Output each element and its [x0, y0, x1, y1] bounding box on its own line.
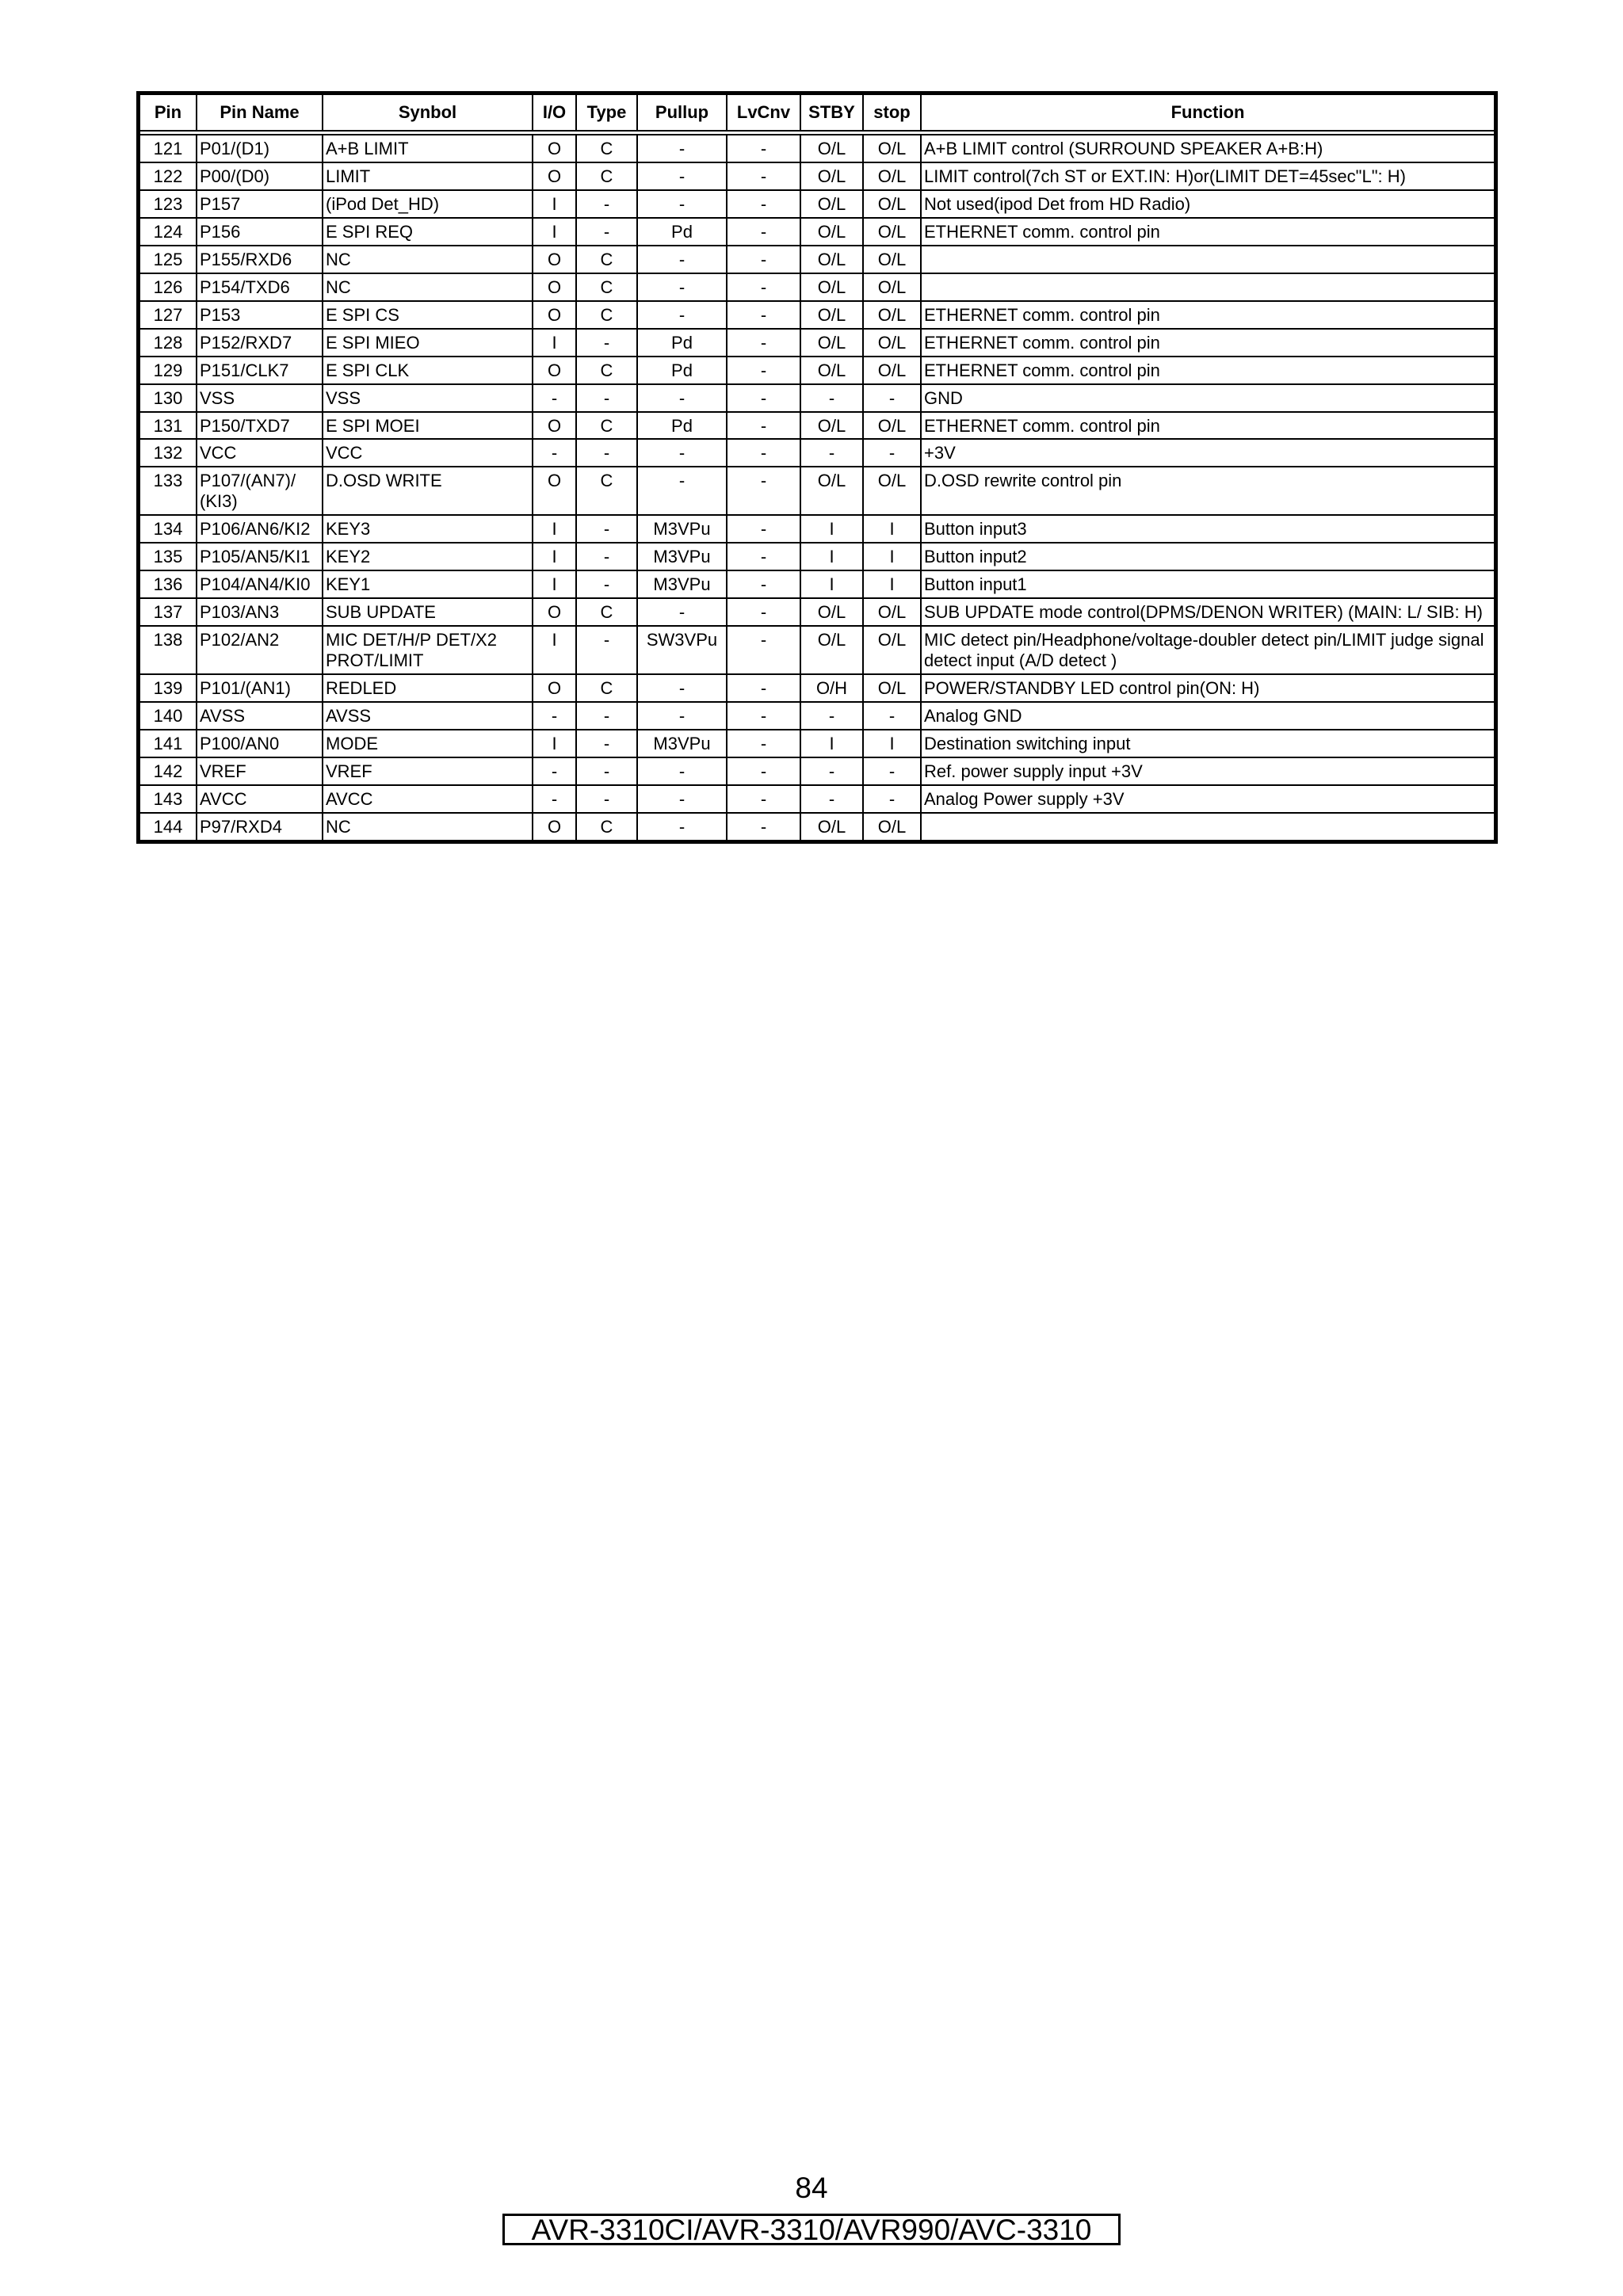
io-cell: - [533, 785, 576, 813]
pullup-cell: - [637, 246, 727, 273]
pin-name-cell: P102/AN2 [197, 626, 323, 674]
io-cell: O [533, 133, 576, 162]
stop-cell: O/L [863, 190, 921, 218]
type-cell: C [576, 133, 637, 162]
col-header-stop: stop [863, 95, 921, 133]
pin-name-cell: P100/AN0 [197, 730, 323, 757]
pin-name-cell: P103/AN3 [197, 598, 323, 626]
pin-cell: 140 [140, 702, 197, 730]
symbol-cell: NC [323, 246, 533, 273]
table-row [140, 301, 1494, 329]
function-cell: Analog GND [921, 702, 1494, 730]
lvcnv-cell: - [727, 329, 800, 357]
function-cell: ETHERNET comm. control pin [921, 329, 1494, 357]
pin-name-cell: P157 [197, 190, 323, 218]
io-cell: O [533, 357, 576, 384]
pin-cell: 123 [140, 190, 197, 218]
stby-cell: - [800, 757, 863, 785]
stop-cell: I [863, 570, 921, 598]
pin-name-cell: P97/RXD4 [197, 813, 323, 840]
io-cell: - [533, 439, 576, 467]
pin-cell: 141 [140, 730, 197, 757]
pin-name-cell: P106/AN6/KI2 [197, 515, 323, 543]
stop-cell: O/L [863, 133, 921, 162]
stby-cell: O/L [800, 273, 863, 301]
pullup-cell: M3VPu [637, 515, 727, 543]
type-cell: C [576, 301, 637, 329]
io-cell: I [533, 730, 576, 757]
pin-cell: 121 [140, 133, 197, 162]
table-row [140, 467, 1494, 515]
symbol-cell: KEY2 [323, 543, 533, 570]
symbol-cell: NC [323, 273, 533, 301]
stby-cell: O/L [800, 467, 863, 515]
function-cell: ETHERNET comm. control pin [921, 357, 1494, 384]
stop-cell: O/L [863, 162, 921, 190]
function-cell: A+B LIMIT control (SURROUND SPEAKER A+B:H) [921, 133, 1494, 162]
lvcnv-cell: - [727, 301, 800, 329]
type-cell: - [576, 626, 637, 674]
lvcnv-cell: - [727, 218, 800, 246]
pin-cell: 143 [140, 785, 197, 813]
col-header-function: Function [921, 95, 1494, 133]
symbol-cell: E SPI REQ [323, 218, 533, 246]
pullup-cell: - [637, 598, 727, 626]
pin-name-cell: P150/TXD7 [197, 412, 323, 440]
function-cell: Not used(ipod Det from HD Radio) [921, 190, 1494, 218]
function-cell: D.OSD rewrite control pin [921, 467, 1494, 515]
type-cell: - [576, 190, 637, 218]
header-row [140, 95, 1494, 133]
stop-cell: I [863, 515, 921, 543]
lvcnv-cell: - [727, 412, 800, 440]
io-cell: I [533, 515, 576, 543]
pin-cell: 122 [140, 162, 197, 190]
pin-name-cell: VCC [197, 439, 323, 467]
function-cell: GND [921, 384, 1494, 412]
pin-name-cell: P151/CLK7 [197, 357, 323, 384]
stop-cell: O/L [863, 273, 921, 301]
symbol-cell: E SPI CLK [323, 357, 533, 384]
table-row [140, 598, 1494, 626]
pin-cell: 133 [140, 467, 197, 515]
function-cell: Destination switching input [921, 730, 1494, 757]
table-row [140, 273, 1494, 301]
stop-cell: I [863, 543, 921, 570]
stby-cell: O/L [800, 246, 863, 273]
pin-cell: 139 [140, 674, 197, 702]
symbol-cell: MODE [323, 730, 533, 757]
function-cell: ETHERNET comm. control pin [921, 301, 1494, 329]
type-cell: - [576, 329, 637, 357]
lvcnv-cell: - [727, 162, 800, 190]
function-cell: MIC detect pin/Headphone/voltage-doubler detect pin/LIMIT judge signal detect input (A/D detect ) [921, 626, 1494, 674]
io-cell: I [533, 570, 576, 598]
col-header-symbol: Synbol [323, 95, 533, 133]
pin-name-cell: P152/RXD7 [197, 329, 323, 357]
model-name-box: AVR-3310CI/AVR-3310/AVR990/AVC-3310 [502, 2214, 1121, 2245]
io-cell: - [533, 757, 576, 785]
stop-cell: O/L [863, 674, 921, 702]
stby-cell: - [800, 384, 863, 412]
symbol-cell: VCC [323, 439, 533, 467]
table-row [140, 190, 1494, 218]
symbol-cell: KEY3 [323, 515, 533, 543]
symbol-cell: SUB UPDATE [323, 598, 533, 626]
table-row [140, 785, 1494, 813]
pin-cell: 124 [140, 218, 197, 246]
stby-cell: - [800, 785, 863, 813]
lvcnv-cell: - [727, 543, 800, 570]
stby-cell: O/L [800, 190, 863, 218]
io-cell: O [533, 674, 576, 702]
io-cell: I [533, 329, 576, 357]
function-cell: +3V [921, 439, 1494, 467]
pin-table-frame [136, 91, 1498, 844]
symbol-cell: A+B LIMIT [323, 133, 533, 162]
pin-name-cell: VREF [197, 757, 323, 785]
symbol-cell: AVCC [323, 785, 533, 813]
table-row [140, 357, 1494, 384]
table-row [140, 515, 1494, 543]
io-cell: I [533, 190, 576, 218]
table-row [140, 813, 1494, 840]
io-cell: - [533, 702, 576, 730]
col-header-pin-name: Pin Name [197, 95, 323, 133]
symbol-cell: KEY1 [323, 570, 533, 598]
lvcnv-cell: - [727, 598, 800, 626]
type-cell: C [576, 357, 637, 384]
stby-cell: O/L [800, 598, 863, 626]
lvcnv-cell: - [727, 570, 800, 598]
function-cell: ETHERNET comm. control pin [921, 218, 1494, 246]
pullup-cell: - [637, 384, 727, 412]
stby-cell: O/L [800, 133, 863, 162]
pin-cell: 142 [140, 757, 197, 785]
function-cell [921, 813, 1494, 840]
table-row [140, 246, 1494, 273]
pullup-cell: Pd [637, 329, 727, 357]
symbol-cell: (iPod Det_HD) [323, 190, 533, 218]
lvcnv-cell: - [727, 246, 800, 273]
stby-cell: O/L [800, 218, 863, 246]
pullup-cell: - [637, 133, 727, 162]
pin-name-cell: P154/TXD6 [197, 273, 323, 301]
io-cell: O [533, 301, 576, 329]
pin-cell: 134 [140, 515, 197, 543]
page-number: 84 [795, 2172, 828, 2204]
lvcnv-cell: - [727, 702, 800, 730]
pullup-cell: - [637, 439, 727, 467]
symbol-cell: D.OSD WRITE [323, 467, 533, 515]
pin-table-body [140, 133, 1494, 840]
io-cell: I [533, 218, 576, 246]
pullup-cell: M3VPu [637, 543, 727, 570]
pullup-cell: - [637, 190, 727, 218]
pin-name-cell: P01/(D1) [197, 133, 323, 162]
table-row [140, 757, 1494, 785]
table-row [140, 384, 1494, 412]
symbol-cell: NC [323, 813, 533, 840]
type-cell: - [576, 785, 637, 813]
col-header-type: Type [576, 95, 637, 133]
type-cell: C [576, 598, 637, 626]
type-cell: - [576, 757, 637, 785]
type-cell: - [576, 570, 637, 598]
stby-cell: I [800, 730, 863, 757]
table-row [140, 570, 1494, 598]
col-header-io: I/O [533, 95, 576, 133]
symbol-cell: E SPI CS [323, 301, 533, 329]
symbol-cell: MIC DET/H/P DET/X2 PROT/LIMIT [323, 626, 533, 674]
type-cell: - [576, 515, 637, 543]
symbol-cell: E SPI MIEO [323, 329, 533, 357]
stby-cell: O/H [800, 674, 863, 702]
pin-cell: 125 [140, 246, 197, 273]
pin-table [140, 95, 1494, 840]
symbol-cell: VSS [323, 384, 533, 412]
function-cell: Button input1 [921, 570, 1494, 598]
lvcnv-cell: - [727, 133, 800, 162]
io-cell: O [533, 598, 576, 626]
pullup-cell: - [637, 301, 727, 329]
type-cell: - [576, 439, 637, 467]
stop-cell: O/L [863, 467, 921, 515]
symbol-cell: VREF [323, 757, 533, 785]
pin-name-cell: P156 [197, 218, 323, 246]
col-header-pin: Pin [140, 95, 197, 133]
type-cell: C [576, 273, 637, 301]
stby-cell: O/L [800, 813, 863, 840]
stby-cell: O/L [800, 412, 863, 440]
pin-name-cell: AVCC [197, 785, 323, 813]
lvcnv-cell: - [727, 439, 800, 467]
io-cell: O [533, 246, 576, 273]
pullup-cell: - [637, 813, 727, 840]
table-row [140, 543, 1494, 570]
pin-cell: 129 [140, 357, 197, 384]
lvcnv-cell: - [727, 730, 800, 757]
pin-name-cell: P00/(D0) [197, 162, 323, 190]
io-cell: O [533, 273, 576, 301]
pin-cell: 130 [140, 384, 197, 412]
pin-name-cell: P104/AN4/KI0 [197, 570, 323, 598]
stop-cell: I [863, 730, 921, 757]
function-cell: SUB UPDATE mode control(DPMS/DENON WRITER) (MAIN: L/ SIB: H) [921, 598, 1494, 626]
io-cell: O [533, 467, 576, 515]
pullup-cell: Pd [637, 357, 727, 384]
io-cell: I [533, 543, 576, 570]
col-header-pullup: Pullup [637, 95, 727, 133]
symbol-cell: REDLED [323, 674, 533, 702]
lvcnv-cell: - [727, 757, 800, 785]
table-row [140, 218, 1494, 246]
pullup-cell: Pd [637, 412, 727, 440]
function-cell: LIMIT control(7ch ST or EXT.IN: H)or(LIMIT DET=45sec"L": H) [921, 162, 1494, 190]
io-cell: - [533, 384, 576, 412]
pin-cell: 137 [140, 598, 197, 626]
pin-cell: 138 [140, 626, 197, 674]
lvcnv-cell: - [727, 357, 800, 384]
io-cell: I [533, 626, 576, 674]
table-row [140, 162, 1494, 190]
stop-cell: O/L [863, 598, 921, 626]
stop-cell: O/L [863, 357, 921, 384]
stop-cell: O/L [863, 329, 921, 357]
pullup-cell: M3VPu [637, 730, 727, 757]
stop-cell: O/L [863, 246, 921, 273]
stby-cell: O/L [800, 329, 863, 357]
table-row [140, 439, 1494, 467]
stby-cell: I [800, 515, 863, 543]
stby-cell: - [800, 439, 863, 467]
pullup-cell: - [637, 273, 727, 301]
col-header-stby: STBY [800, 95, 863, 133]
stop-cell: - [863, 785, 921, 813]
type-cell: C [576, 674, 637, 702]
pin-name-cell: P101/(AN1) [197, 674, 323, 702]
pullup-cell: Pd [637, 218, 727, 246]
stby-cell: O/L [800, 162, 863, 190]
col-header-lvcnv: LvCnv [727, 95, 800, 133]
pin-cell: 132 [140, 439, 197, 467]
table-row [140, 730, 1494, 757]
stby-cell: O/L [800, 626, 863, 674]
pullup-cell: M3VPu [637, 570, 727, 598]
table-row [140, 412, 1494, 440]
type-cell: C [576, 162, 637, 190]
type-cell: - [576, 218, 637, 246]
symbol-cell: E SPI MOEI [323, 412, 533, 440]
pin-name-cell: P155/RXD6 [197, 246, 323, 273]
pullup-cell: - [637, 702, 727, 730]
pullup-cell: - [637, 757, 727, 785]
lvcnv-cell: - [727, 813, 800, 840]
stop-cell: - [863, 439, 921, 467]
pin-name-cell: P105/AN5/KI1 [197, 543, 323, 570]
stop-cell: O/L [863, 218, 921, 246]
type-cell: C [576, 813, 637, 840]
pin-cell: 144 [140, 813, 197, 840]
stby-cell: I [800, 543, 863, 570]
pullup-cell: - [637, 674, 727, 702]
function-cell: Ref. power supply input +3V [921, 757, 1494, 785]
type-cell: - [576, 702, 637, 730]
type-cell: C [576, 412, 637, 440]
pin-name-cell: P107/(AN7)/ (KI3) [197, 467, 323, 515]
table-row [140, 329, 1494, 357]
pin-cell: 126 [140, 273, 197, 301]
function-cell [921, 273, 1494, 301]
pullup-cell: SW3VPu [637, 626, 727, 674]
lvcnv-cell: - [727, 515, 800, 543]
io-cell: O [533, 813, 576, 840]
lvcnv-cell: - [727, 384, 800, 412]
lvcnv-cell: - [727, 674, 800, 702]
function-cell: POWER/STANDBY LED control pin(ON: H) [921, 674, 1494, 702]
pullup-cell: - [637, 467, 727, 515]
type-cell: C [576, 467, 637, 515]
pin-name-cell: P153 [197, 301, 323, 329]
function-cell: Analog Power supply +3V [921, 785, 1494, 813]
lvcnv-cell: - [727, 626, 800, 674]
pin-cell: 135 [140, 543, 197, 570]
function-cell: ETHERNET comm. control pin [921, 412, 1494, 440]
symbol-cell: LIMIT [323, 162, 533, 190]
table-row [140, 626, 1494, 674]
stby-cell: I [800, 570, 863, 598]
function-cell: Button input2 [921, 543, 1494, 570]
pullup-cell: - [637, 785, 727, 813]
pin-name-cell: AVSS [197, 702, 323, 730]
table-row [140, 702, 1494, 730]
table-row [140, 133, 1494, 162]
stop-cell: - [863, 757, 921, 785]
type-cell: C [576, 246, 637, 273]
pin-cell: 128 [140, 329, 197, 357]
symbol-cell: AVSS [323, 702, 533, 730]
io-cell: O [533, 412, 576, 440]
stby-cell: - [800, 702, 863, 730]
type-cell: - [576, 384, 637, 412]
lvcnv-cell: - [727, 273, 800, 301]
type-cell: - [576, 730, 637, 757]
io-cell: O [533, 162, 576, 190]
stop-cell: O/L [863, 301, 921, 329]
stby-cell: O/L [800, 357, 863, 384]
pin-cell: 131 [140, 412, 197, 440]
stop-cell: - [863, 384, 921, 412]
function-cell: Button input3 [921, 515, 1494, 543]
pullup-cell: - [637, 162, 727, 190]
lvcnv-cell: - [727, 467, 800, 515]
pin-name-cell: VSS [197, 384, 323, 412]
table-row [140, 674, 1494, 702]
lvcnv-cell: - [727, 785, 800, 813]
stop-cell: O/L [863, 626, 921, 674]
lvcnv-cell: - [727, 190, 800, 218]
stop-cell: O/L [863, 813, 921, 840]
stby-cell: O/L [800, 301, 863, 329]
type-cell: - [576, 543, 637, 570]
function-cell [921, 246, 1494, 273]
pin-cell: 127 [140, 301, 197, 329]
stop-cell: O/L [863, 412, 921, 440]
pin-cell: 136 [140, 570, 197, 598]
stop-cell: - [863, 702, 921, 730]
